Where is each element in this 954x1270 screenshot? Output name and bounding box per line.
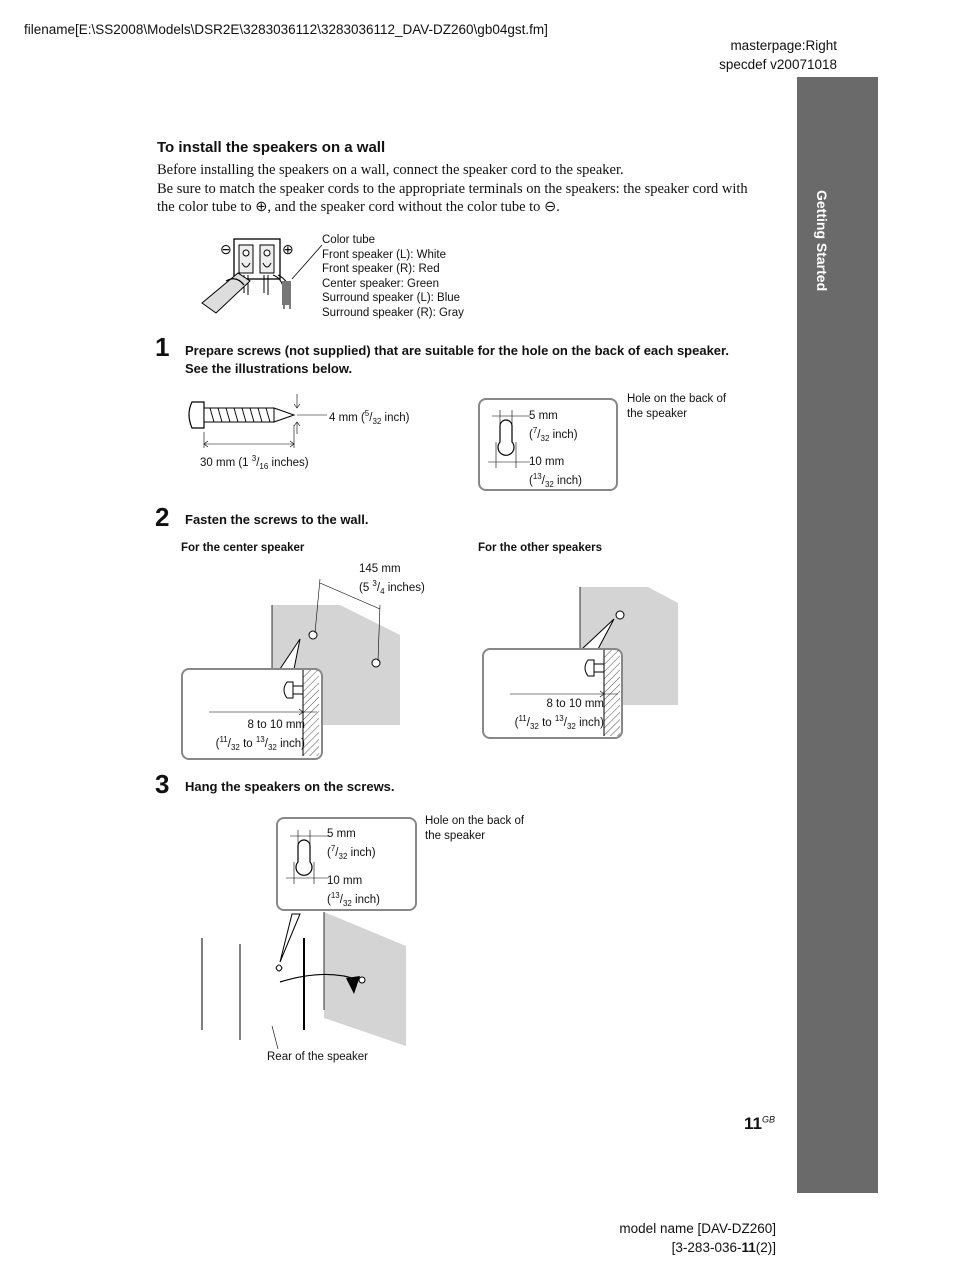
hole-5mm: 5 mm	[327, 828, 356, 840]
center-speaker-title: For the center speaker	[181, 542, 305, 554]
step3-text: Hang the speakers on the screws.	[185, 779, 395, 794]
spacing-mm: 145 mm	[359, 563, 401, 575]
hole-5mm-label-step3	[327, 827, 376, 864]
hole-caption-line2: the speaker	[425, 829, 486, 842]
screw-illustration	[184, 392, 334, 452]
step2-number: 2	[155, 502, 170, 532]
hole-10mm-inch: ($^{13}/_{32}$ inch)	[327, 890, 380, 908]
terminal-minus-symbol: ⊖	[220, 241, 232, 257]
depth-unit: inch)	[276, 737, 305, 750]
step1-line2: See the illustrations below.	[185, 361, 353, 376]
hang-speaker-illustration	[196, 906, 411, 1056]
spacing-den: 4	[380, 586, 385, 596]
screw-len-text: 30 mm (1	[200, 456, 252, 469]
screw-length-label: 30 mm (1 $^3/_{16}$ inches)	[200, 454, 309, 472]
color-tube-line: Center speaker: Green	[322, 277, 439, 290]
section-title: To install the speakers on a wall	[157, 139, 386, 156]
depth-to: to	[239, 737, 256, 750]
other-depth: 8 to 10 mm	[546, 698, 604, 710]
hole-caption	[627, 392, 726, 421]
para2-text-1: the color tube to	[157, 199, 256, 215]
hole-5mm: 5 mm	[529, 410, 558, 422]
hole-10mm-inch: ($^{13}/_{32}$ inch)	[529, 471, 582, 489]
depth-d2: 32	[566, 721, 576, 731]
depth-d1: 32	[230, 742, 240, 752]
hole-10mm: 10 mm	[327, 875, 363, 887]
para2-text-2: , and the speaker cord without the color tube to	[267, 199, 545, 215]
hole-caption-line1: Hole on the back of	[425, 815, 525, 827]
keyhole-illustration-step3	[280, 822, 330, 902]
center-depth: 8 to 10 mm	[247, 719, 305, 731]
color-tube-line: Color tube	[322, 234, 376, 246]
color-tube-line: Surround speaker (R): Gray	[322, 306, 464, 319]
screw-len-num: 3	[251, 454, 257, 463]
color-tube-line: Surround speaker (L): Blue	[322, 292, 461, 304]
hole-10mm-den: 32	[342, 898, 352, 908]
header-filename: filename[E:\SS2008\Models\DSR2E\3283036112\3283036112_DAV-DZ260\gb04gst.fm]	[24, 22, 548, 37]
step1-line1: Prepare screws (not supplied) that are suitable for the hole on the back of each speaker.	[185, 343, 729, 358]
depth-n2: 13	[554, 713, 564, 723]
header-masterpage: masterpage:Right	[730, 38, 837, 53]
hole-5mm-unit: inch)	[347, 846, 376, 859]
hole-5mm-den: 32	[540, 433, 550, 443]
color-tube-legend	[322, 233, 464, 320]
hole-5mm-num: 7	[532, 425, 538, 435]
spacing-inch: (5 $^3/_4$ inches)	[359, 578, 425, 596]
hole-5mm-den: 32	[338, 851, 348, 861]
color-tube-line: Front speaker (R): Red	[322, 263, 440, 275]
keyhole-illustration	[482, 402, 532, 482]
para2-text-3: .	[556, 199, 560, 215]
page-number	[744, 1114, 775, 1134]
hole-10mm-num: 13	[330, 890, 340, 900]
other-depth-label	[494, 697, 604, 734]
header-specdef: specdef v20071018	[719, 57, 837, 72]
page-number-value: 11	[744, 1114, 762, 1133]
spacing-num: 3	[372, 578, 377, 588]
hole-5mm-label	[529, 409, 578, 446]
hole-10mm-unit: inch)	[553, 474, 582, 487]
hole-caption-line2: the speaker	[627, 407, 688, 420]
hole-5mm-unit: inch)	[549, 428, 578, 441]
minus-symbol: ⊖	[544, 199, 557, 215]
speaker-terminal-illustration	[198, 233, 328, 315]
hole-5mm-inch: ($^7/_{32}$ inch)	[327, 843, 376, 861]
depth-to: to	[538, 716, 555, 729]
depth-n2: 13	[255, 734, 265, 744]
depth-d1: 32	[529, 721, 539, 731]
hole-caption-step3	[425, 814, 524, 843]
step1-text	[185, 342, 785, 378]
side-tab-label: Getting Started	[814, 190, 830, 292]
screw-dia-text: 4 mm (	[329, 411, 365, 424]
depth-d2: 32	[267, 742, 277, 752]
depth-n1: 11	[219, 734, 228, 744]
step3-number: 3	[155, 769, 170, 799]
section-para2-line2	[157, 198, 787, 217]
center-depth-label	[195, 718, 305, 755]
hole-10mm-unit: inch)	[351, 893, 380, 906]
section-para1: Before installing the speakers on a wall, connect the speaker cord to the speaker.	[157, 162, 624, 178]
section-para2-line1: Be sure to match the speaker cords to the appropriate terminals on the speakers: the speaker cord with	[157, 180, 748, 197]
spacing-b: inches)	[384, 581, 425, 594]
other-speakers-title: For the other speakers	[478, 542, 602, 554]
step1-number: 1	[155, 332, 170, 362]
screw-dia-num: 5	[364, 409, 370, 418]
hole-10mm-label	[529, 455, 582, 492]
screw-len-den: 16	[259, 462, 269, 472]
screw-dia-den: 32	[372, 417, 382, 427]
hole-5mm-num: 7	[330, 843, 336, 853]
screw-spacing-label	[359, 562, 425, 599]
footer-model-name: model name [DAV-DZ260]	[619, 1221, 776, 1236]
depth-n1: 11	[518, 713, 527, 723]
footer-code-c: (2)]	[755, 1240, 776, 1255]
center-depth-inch: ($^{11}/_{32}$ to $^{13}/_{32}$ inch)	[215, 734, 305, 752]
other-depth-inch: ($^{11}/_{32}$ to $^{13}/_{32}$ inch)	[514, 713, 604, 731]
section-body	[157, 161, 787, 217]
page-number-suffix: GB	[761, 1114, 775, 1125]
plus-symbol: ⊕	[255, 199, 268, 215]
hole-5mm-inch: ($^7/_{32}$ inch)	[529, 425, 578, 443]
terminal-plus-symbol: ⊕	[282, 241, 294, 257]
screw-len-inch: inches)	[268, 456, 309, 469]
spacing-a: (5	[359, 581, 373, 594]
hole-10mm: 10 mm	[529, 456, 565, 468]
footer-code-b: 11	[741, 1240, 756, 1255]
footer-part-code	[500, 1238, 776, 1257]
step2-text: Fasten the screws to the wall.	[185, 512, 369, 527]
screw-diameter-label: 4 mm ($^5/_{32}$ inch)	[329, 409, 410, 427]
hole-10mm-num: 13	[532, 471, 542, 481]
hole-caption-line1: Hole on the back of	[627, 393, 727, 405]
hole-10mm-den: 32	[544, 479, 554, 489]
rear-speaker-caption: Rear of the speaker	[267, 1051, 369, 1063]
depth-unit: inch)	[575, 716, 604, 729]
color-tube-line: Front speaker (L): White	[322, 248, 446, 261]
footer-code-a: [3-283-036-	[671, 1240, 742, 1255]
screw-dia-inch: inch)	[381, 411, 410, 424]
